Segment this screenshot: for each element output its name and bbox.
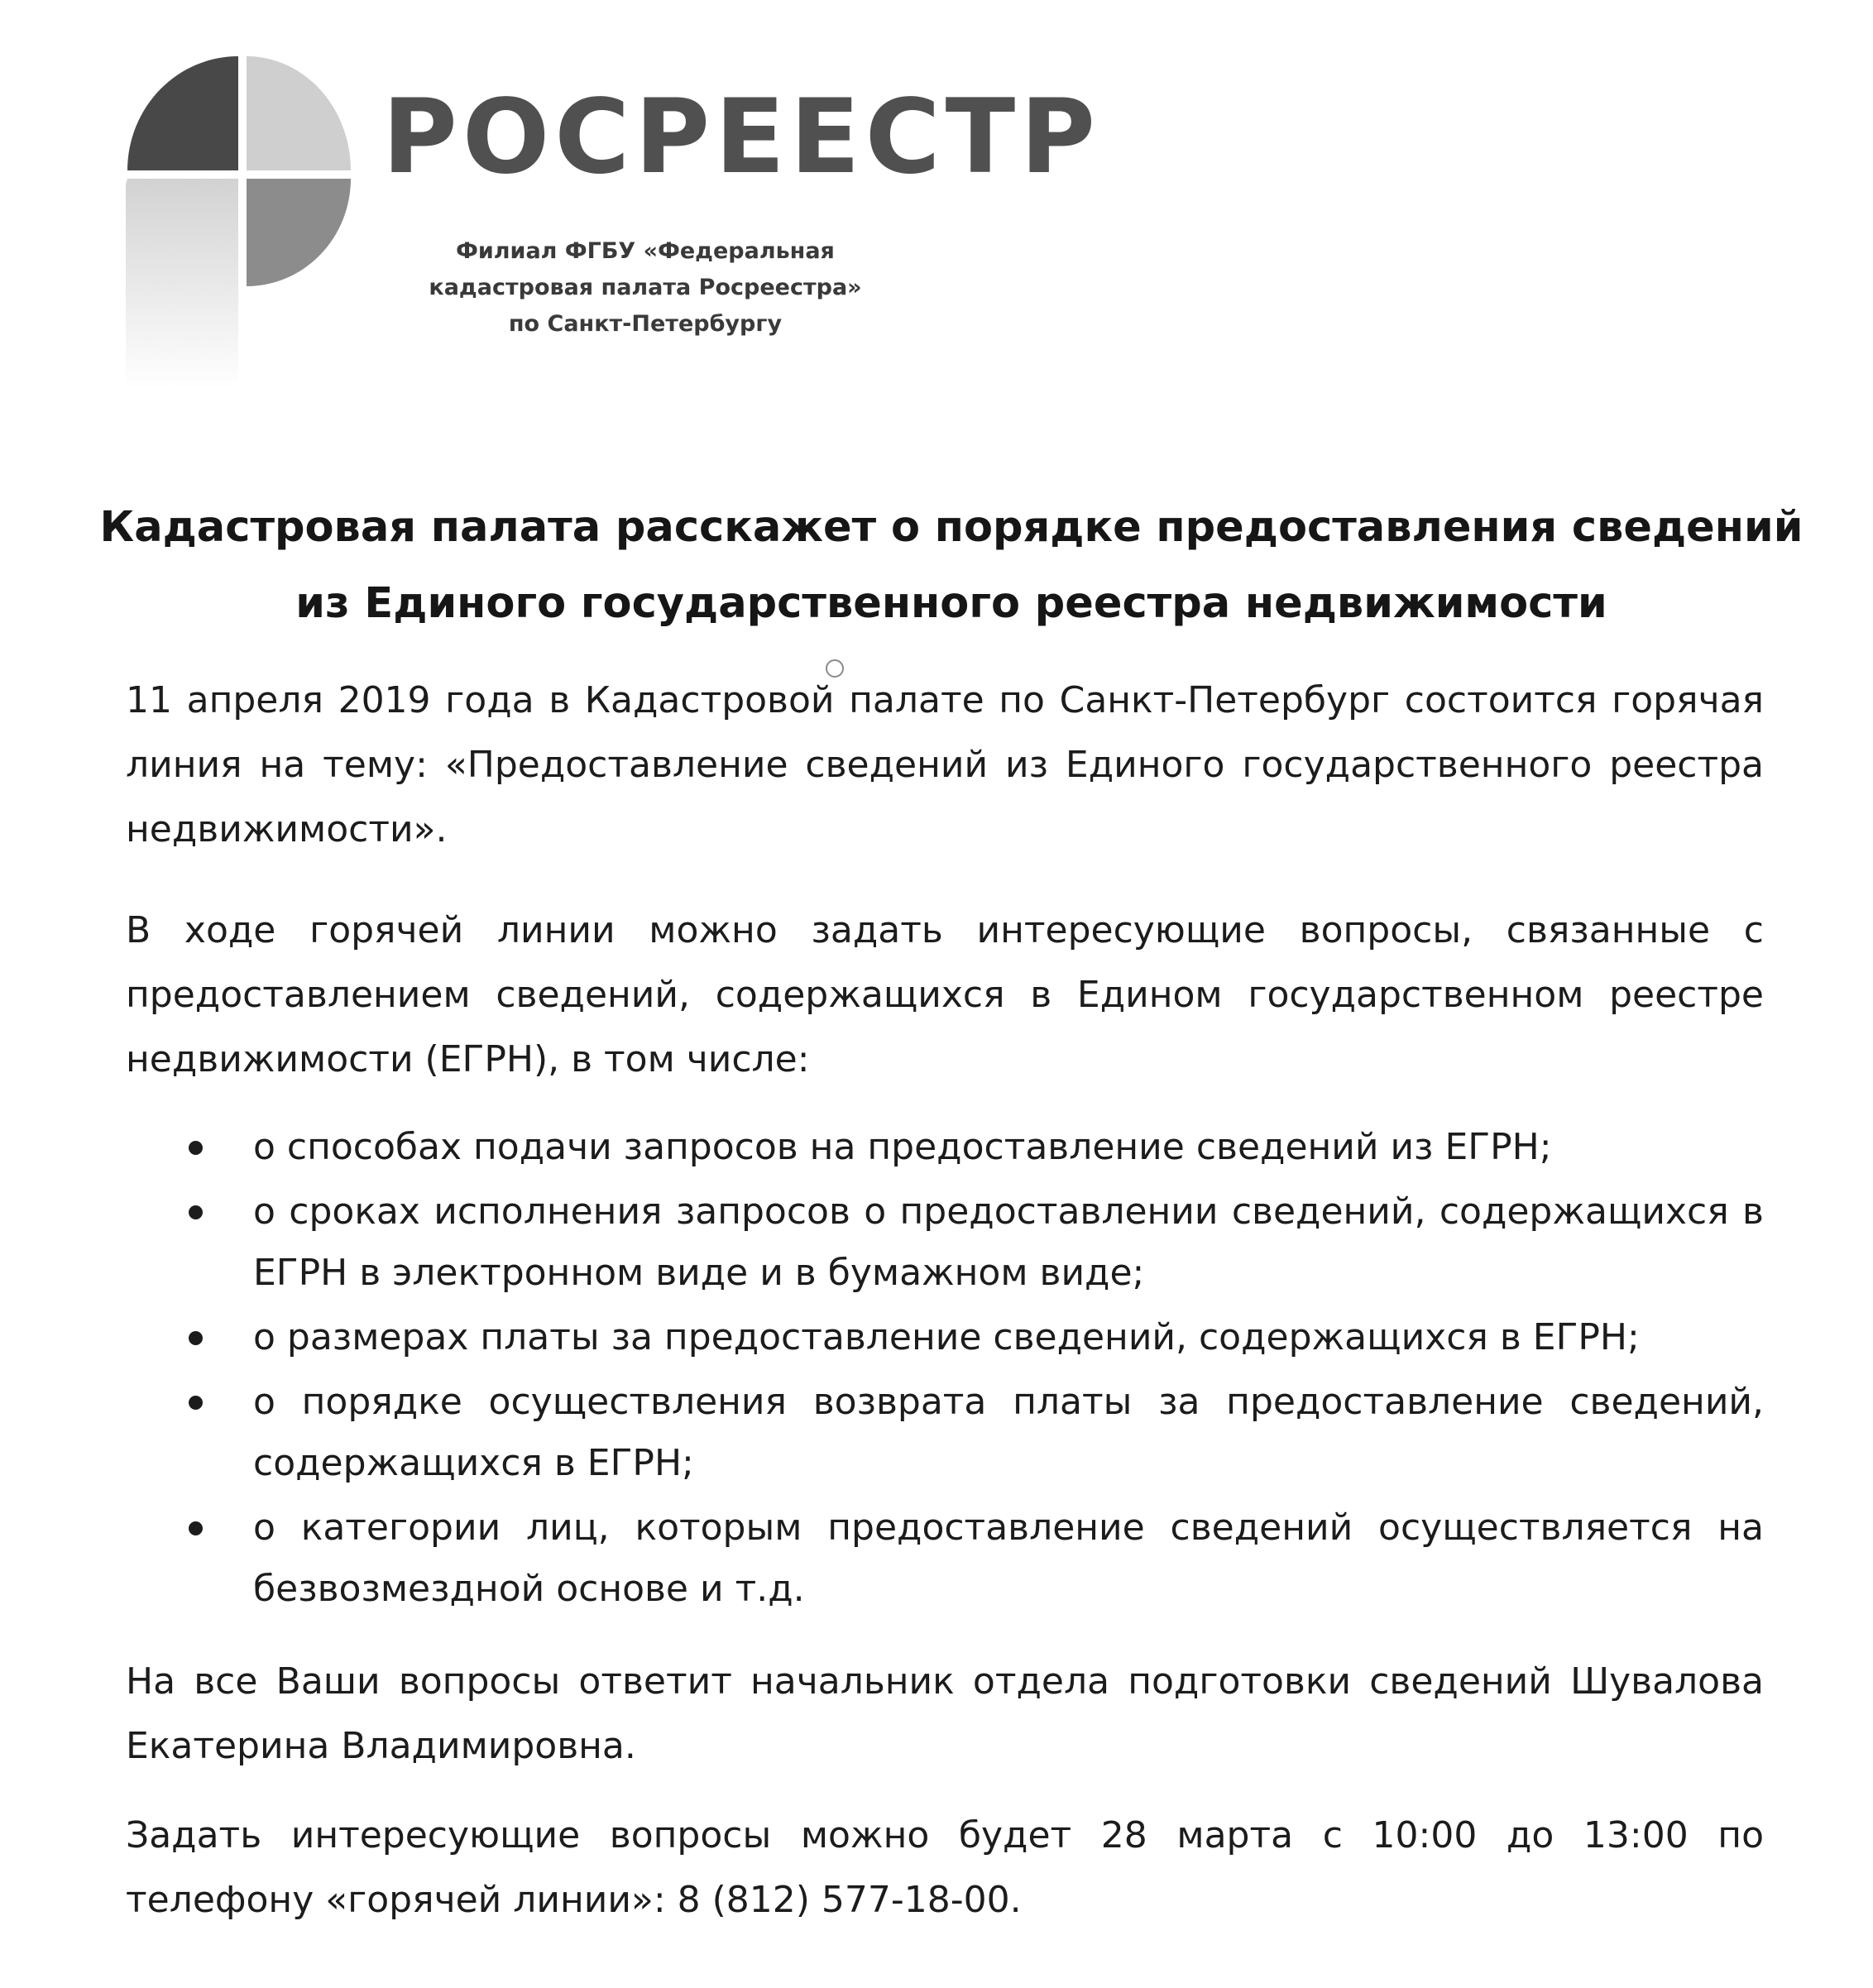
title-line: из Единого государственного реестра недвижимости — [295, 579, 1607, 628]
bullet-icon — [189, 1141, 203, 1155]
brand-name: РОСРЕЕСТР — [382, 78, 1101, 197]
list-item-text: о категории лиц, которым предоставление сведений осуществляется на безвозмездной основе и т.д. — [253, 1507, 1764, 1610]
branch-name — [405, 233, 885, 343]
branch-line: Филиал ФГБУ «Федеральная — [456, 238, 835, 264]
list-item — [182, 1372, 1764, 1494]
list-item — [182, 1497, 1764, 1620]
contact-paragraph: Задать интересующие вопросы можно будет 28 марта с 10:00 до 13:00 по телефону «горячей линии»: 8 (812) 577-18-00. — [126, 1814, 1764, 1921]
lead-paragraph: В ходе горячей линии можно задать интересующие вопросы, связанные с предоставлением сведений, содержащихся в Едином государственном реестре недвижимости (ЕГРН), в том числе: — [126, 909, 1764, 1080]
branch-line: по Санкт-Петербургу — [508, 311, 783, 337]
rosreestr-logo-icon — [126, 53, 354, 390]
bullet-icon — [189, 1396, 203, 1410]
title-line: Кадастровая палата расскажет о порядке предоставления сведений — [99, 503, 1804, 552]
list-item-text: о способах подачи запросов на предоставление сведений из ЕГРН; — [253, 1126, 1552, 1168]
article-title — [83, 490, 1820, 642]
list-item-text: о порядке осуществления возврата платы за предоставление сведений, содержащихся в ЕГРН; — [253, 1381, 1764, 1484]
list-item — [182, 1181, 1764, 1304]
branch-line: кадастровая палата Росреестра» — [429, 275, 862, 300]
intro-paragraph: 11 апреля 2019 года в Кадастровой палате по Санкт-Петербург состоится горячая линия на тему: «Предоставление сведений из Единого государственного реестра недвижимости». — [126, 679, 1764, 850]
topics-list — [182, 1117, 1764, 1623]
list-item — [182, 1307, 1764, 1368]
bullet-icon — [189, 1205, 203, 1219]
answerer-paragraph: На все Ваши вопросы ответит начальник отдела подготовки сведений Шувалова Екатерина Владимировна. — [126, 1660, 1764, 1767]
list-item — [182, 1117, 1764, 1178]
bullet-icon — [189, 1521, 203, 1535]
bullet-icon — [189, 1331, 203, 1345]
list-item-text: о сроках исполнения запросов о предоставлении сведений, содержащихся в ЕГРН в электронном виде и в бумажном виде; — [253, 1190, 1764, 1294]
list-item-text: о размерах платы за предоставление сведений, содержащихся в ЕГРН; — [253, 1316, 1640, 1358]
